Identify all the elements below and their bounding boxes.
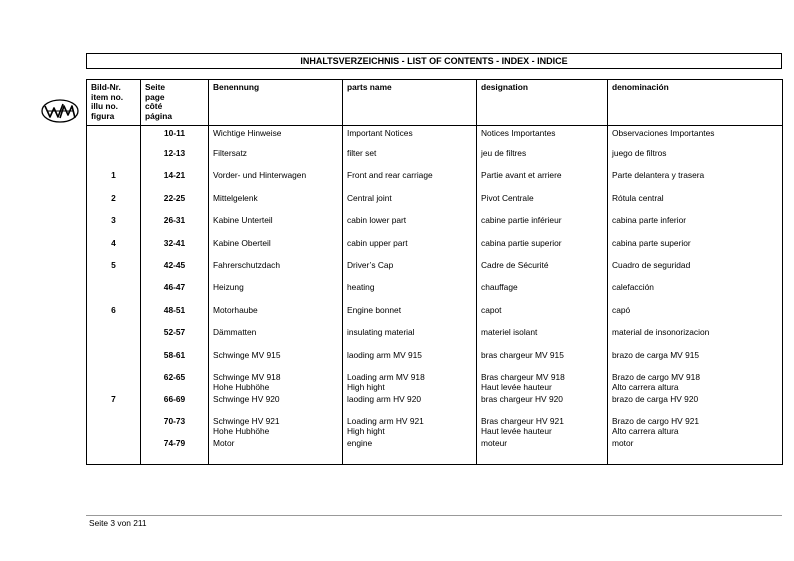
name-spanish	[608, 305, 783, 327]
column-header-line: denominación	[612, 82, 669, 92]
name-german	[209, 438, 343, 465]
column-header-line: illu no.	[91, 101, 118, 112]
name-spanish-line: capó	[612, 304, 631, 315]
column-header-line: designation	[481, 82, 528, 92]
figure-number	[87, 372, 141, 394]
name-german-line: Motor	[213, 438, 235, 449]
table-row	[87, 372, 783, 394]
page-range: 74-79	[141, 438, 209, 465]
page-range: 22-25	[141, 193, 209, 215]
page-range: 48-51	[141, 305, 209, 327]
name-spanish-line: Cuadro de seguridad	[612, 259, 691, 270]
name-german-line: Heizung	[213, 282, 244, 293]
figure-number: 2	[87, 193, 141, 215]
figure-number: 7	[87, 394, 141, 416]
name-english-line: High hight	[347, 381, 385, 392]
column-header-line: côté	[145, 101, 163, 112]
page-range: 26-31	[141, 215, 209, 237]
name-spanish	[608, 372, 783, 394]
name-german-line: Schwinge HV 921	[213, 416, 280, 427]
name-english	[343, 327, 477, 349]
figure-number	[87, 438, 141, 465]
column-header-figure	[87, 80, 141, 126]
name-german	[209, 215, 343, 237]
name-spanish	[608, 282, 783, 304]
name-spanish	[608, 170, 783, 192]
page-title: INHALTSVERZEICHNIS - LIST OF CONTENTS - INDEX - INDICE	[86, 53, 782, 69]
name-english-line: laoding arm MV 915	[347, 349, 422, 360]
name-spanish	[608, 215, 783, 237]
name-french-line: Notices Importantes	[481, 128, 556, 138]
column-header-line: item no.	[91, 91, 124, 102]
name-spanish	[608, 438, 783, 465]
column-header-line: página	[145, 110, 172, 121]
name-french-line: Bras chargeur MV 918	[481, 371, 565, 382]
name-french-line: Haut levée hauteur	[481, 381, 552, 392]
page-number: Seite 3 von 211	[89, 518, 147, 528]
name-english	[343, 238, 477, 260]
name-german-line: Motorhaube	[213, 304, 258, 315]
figure-number: 5	[87, 260, 141, 282]
name-spanish	[608, 350, 783, 372]
table-row	[87, 438, 783, 465]
table-row	[87, 416, 783, 438]
name-english	[343, 394, 477, 416]
table-row	[87, 215, 783, 237]
name-english-line: filter set	[347, 148, 377, 158]
page-range: 58-61	[141, 350, 209, 372]
name-french	[477, 260, 608, 282]
contents-table	[86, 79, 783, 465]
name-spanish	[608, 148, 783, 170]
name-english-line: Loading arm MV 918	[347, 371, 425, 382]
name-french-line: jeu de filtres	[481, 148, 527, 158]
name-spanish	[608, 126, 783, 149]
table-row	[87, 193, 783, 215]
name-english-line: Important Notices	[347, 128, 413, 138]
name-english-line: heating	[347, 282, 375, 293]
table-row	[87, 305, 783, 327]
figure-number	[87, 148, 141, 170]
name-french	[477, 148, 608, 170]
name-german-line: Filtersatz	[213, 148, 247, 158]
page-range: 12-13	[141, 148, 209, 170]
name-german-line: Dämmatten	[213, 327, 257, 338]
name-spanish-line: Parte delantera y trasera	[612, 170, 705, 181]
name-german	[209, 282, 343, 304]
name-german	[209, 394, 343, 416]
name-spanish	[608, 394, 783, 416]
table-row	[87, 170, 783, 192]
name-german-line: Kabine Oberteil	[213, 237, 271, 248]
table-row	[87, 126, 783, 149]
name-french-line: materiel isolant	[481, 327, 538, 338]
name-french-line: capot	[481, 304, 502, 315]
name-english-line: Engine bonnet	[347, 304, 402, 315]
name-french	[477, 170, 608, 192]
name-english-line: laoding arm HV 920	[347, 393, 422, 404]
name-german	[209, 148, 343, 170]
table-row	[87, 260, 783, 282]
name-spanish-line: Alto carrera altura	[612, 381, 679, 392]
name-english	[343, 372, 477, 394]
name-spanish-line: juego de filtros	[612, 148, 667, 158]
name-english	[343, 282, 477, 304]
name-english	[343, 148, 477, 170]
name-french-line: cabine partie inférieur	[481, 215, 562, 226]
name-french	[477, 394, 608, 416]
name-spanish-line: Rótula central	[612, 192, 664, 203]
name-german	[209, 305, 343, 327]
page-range: 10-11	[141, 126, 209, 149]
name-french	[477, 282, 608, 304]
page-range: 66-69	[141, 394, 209, 416]
page-range: 14-21	[141, 170, 209, 192]
name-english	[343, 126, 477, 149]
name-spanish	[608, 327, 783, 349]
name-spanish-line: Brazo de cargo HV 921	[612, 416, 700, 427]
name-german-line: Vorder- und Hinterwagen	[213, 170, 307, 181]
column-header-spanish	[608, 80, 783, 126]
company-logo-icon	[40, 98, 80, 124]
table-row	[87, 394, 783, 416]
table-row	[87, 238, 783, 260]
footer-divider	[86, 515, 782, 516]
name-french-line: moteur	[481, 438, 508, 449]
column-header-line: figura	[91, 110, 115, 121]
name-german	[209, 372, 343, 394]
name-french	[477, 438, 608, 465]
page-range: 32-41	[141, 238, 209, 260]
column-header-line: Bild-Nr.	[91, 82, 121, 92]
name-spanish-line: brazo de carga MV 915	[612, 349, 700, 360]
name-spanish	[608, 260, 783, 282]
name-french-line: chauffage	[481, 282, 518, 293]
name-english-line: Driver’s Cap	[347, 259, 394, 270]
table-row	[87, 327, 783, 349]
name-spanish-line: cabina parte inferior	[612, 215, 687, 226]
name-german-line: Mittelgelenk	[213, 192, 258, 203]
figure-number	[87, 282, 141, 304]
name-french-line: Partie avant et arriere	[481, 170, 562, 181]
name-german	[209, 327, 343, 349]
page-range: 62-65	[141, 372, 209, 394]
name-english	[343, 416, 477, 438]
table-row	[87, 282, 783, 304]
column-header-english	[343, 80, 477, 126]
column-header-german	[209, 80, 343, 126]
name-german-line: Schwinge MV 918	[213, 371, 281, 382]
name-french	[477, 350, 608, 372]
name-french-line: Cadre de Sécurité	[481, 259, 549, 270]
name-english	[343, 193, 477, 215]
figure-number	[87, 327, 141, 349]
table-row	[87, 350, 783, 372]
name-spanish-line: motor	[612, 438, 634, 449]
name-french-line: bras chargeur HV 920	[481, 393, 563, 404]
name-english	[343, 215, 477, 237]
figure-number: 1	[87, 170, 141, 192]
name-spanish-line: Observaciones Importantes	[612, 128, 715, 138]
name-german	[209, 416, 343, 438]
name-spanish	[608, 238, 783, 260]
name-french-line: Haut levée hauteur	[481, 426, 552, 437]
name-english-line: Central joint	[347, 192, 392, 203]
name-english	[343, 305, 477, 327]
name-english-line: engine	[347, 438, 373, 449]
column-header-line: page	[145, 91, 165, 102]
name-german-line: Schwinge HV 920	[213, 393, 280, 404]
name-german-line: Kabine Unterteil	[213, 215, 273, 226]
column-header-line: Benennung	[213, 82, 260, 92]
name-german-line: Fahrerschutzdach	[213, 259, 281, 270]
name-spanish-line: Alto carrera altura	[612, 426, 679, 437]
name-english	[343, 350, 477, 372]
name-english-line: Front and rear carriage	[347, 170, 433, 181]
name-spanish-line: cabina parte superior	[612, 237, 691, 248]
page-range: 46-47	[141, 282, 209, 304]
page-range: 70-73	[141, 416, 209, 438]
column-header-line: parts name	[347, 82, 392, 92]
table-row	[87, 148, 783, 170]
name-spanish	[608, 193, 783, 215]
name-german	[209, 350, 343, 372]
name-german	[209, 238, 343, 260]
column-header-french	[477, 80, 608, 126]
name-spanish-line: Brazo de cargo MV 918	[612, 371, 700, 382]
name-english-line: cabin upper part	[347, 237, 408, 248]
figure-number	[87, 416, 141, 438]
name-french-line: cabina partie superior	[481, 237, 562, 248]
name-german-line: Wichtige Hinweise	[213, 128, 282, 138]
figure-number: 3	[87, 215, 141, 237]
name-french	[477, 238, 608, 260]
name-english-line: Loading arm HV 921	[347, 416, 424, 427]
name-french	[477, 372, 608, 394]
page-range: 52-57	[141, 327, 209, 349]
name-german	[209, 170, 343, 192]
name-english	[343, 260, 477, 282]
figure-number: 6	[87, 305, 141, 327]
name-english-line: cabin lower part	[347, 215, 407, 226]
name-french-line: Bras chargeur HV 921	[481, 416, 564, 427]
name-english-line: High hight	[347, 426, 385, 437]
name-french	[477, 193, 608, 215]
name-french	[477, 215, 608, 237]
name-spanish-line: material de insonorizacion	[612, 327, 710, 338]
figure-number	[87, 126, 141, 149]
name-french	[477, 305, 608, 327]
figure-number	[87, 350, 141, 372]
name-spanish-line: brazo de carga HV 920	[612, 393, 699, 404]
name-german-line: Hohe Hubhöhe	[213, 381, 270, 392]
figure-number: 4	[87, 238, 141, 260]
name-french-line: Pivot Centrale	[481, 192, 534, 203]
name-german	[209, 193, 343, 215]
page-range: 42-45	[141, 260, 209, 282]
name-english	[343, 170, 477, 192]
column-header-page	[141, 80, 209, 126]
name-german-line: Schwinge MV 915	[213, 349, 281, 360]
name-german-line: Hohe Hubhöhe	[213, 426, 270, 437]
name-spanish	[608, 416, 783, 438]
name-german	[209, 126, 343, 149]
column-header-line: Seite	[145, 82, 166, 92]
table-header-row	[87, 80, 783, 126]
name-french	[477, 126, 608, 149]
name-spanish-line: calefacción	[612, 282, 654, 293]
name-english	[343, 438, 477, 465]
name-french-line: bras chargeur MV 915	[481, 349, 564, 360]
name-french	[477, 327, 608, 349]
name-german	[209, 260, 343, 282]
name-french	[477, 416, 608, 438]
name-english-line: insulating material	[347, 327, 415, 338]
